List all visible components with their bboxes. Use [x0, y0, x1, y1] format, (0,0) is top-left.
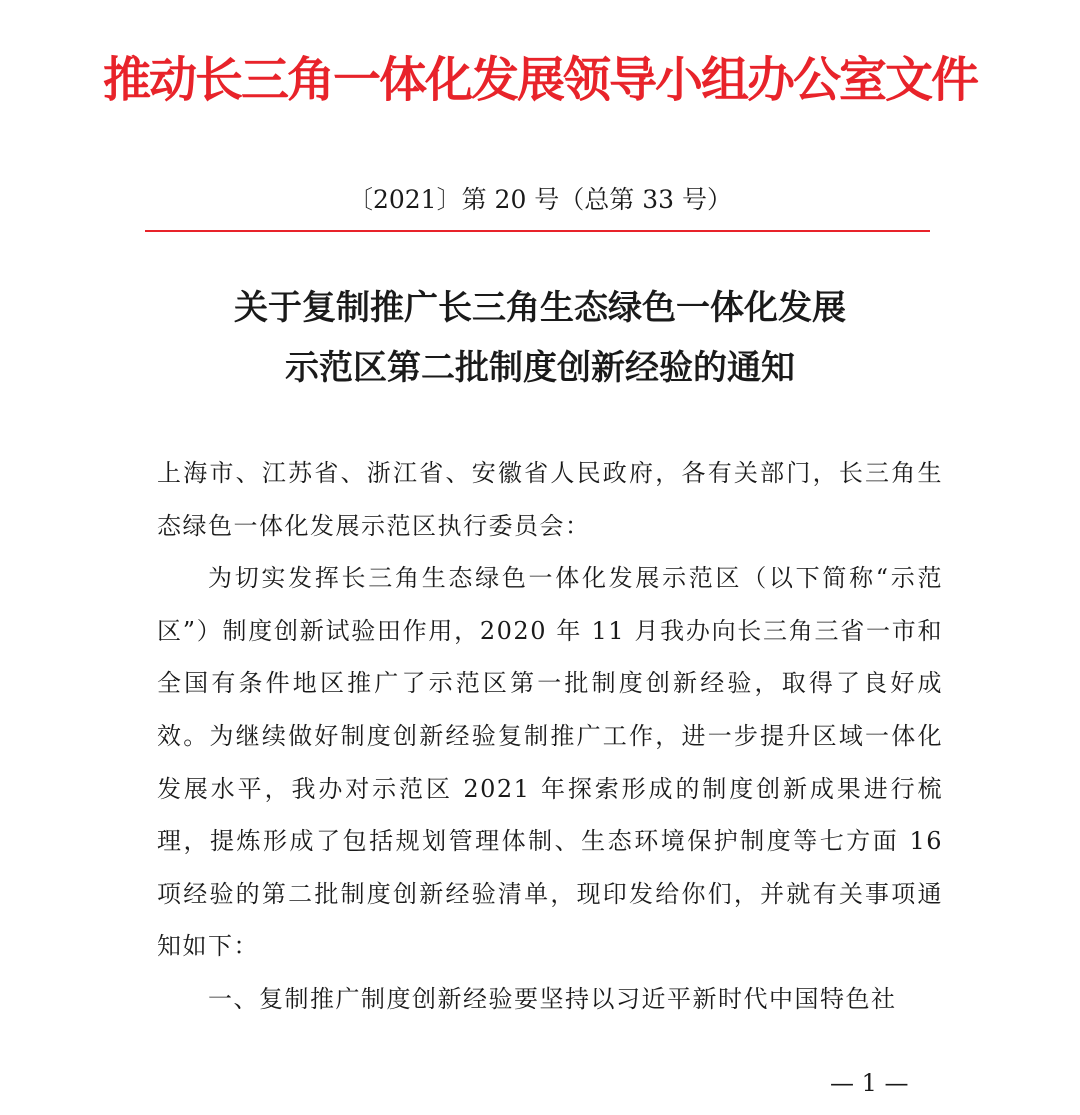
- document-header-title: 推动长三角一体化发展领导小组办公室文件: [102, 52, 977, 108]
- red-divider: [145, 230, 930, 232]
- document-number: 〔2021〕第 20 号（总第 33 号）: [347, 185, 733, 214]
- document-body: [157, 447, 943, 1026]
- page-number: — 1 —: [830, 1069, 909, 1097]
- body-paragraph-1: 为切实发挥长三角生态绿色一体化发展示范区（以下简称“示范区”）制度创新试验田作用，2020 年 11 月我办向长三角三省一市和全国有条件地区推广了示范区第一批制度创新经验，取得了良好成效。为继续做好制度创新经验复制推广工作，进一步提升区域一体化发展水平，我办对示范区 2021 年探索形成的制度创新成果进行梳理，提炼形成了包括规划管理体制、生态环境保护制度等七方面 16 项经验的第二批制度创新经验清单，现印发给你们，并就有关事项通知如下：: [157, 564, 943, 961]
- notice-title: [0, 278, 1080, 398]
- notice-title-line-1: 关于复制推广长三角生态绿色一体化发展: [234, 288, 846, 328]
- body-paragraph-2: 一、复制推广制度创新经验要坚持以习近平新时代中国特色社: [208, 984, 897, 1013]
- addressee-paragraph: 上海市、江苏省、浙江省、安徽省人民政府，各有关部门，长三角生态绿色一体化发展示范区执行委员会：: [157, 459, 943, 540]
- notice-title-line-2: 示范区第二批制度创新经验的通知: [285, 348, 795, 388]
